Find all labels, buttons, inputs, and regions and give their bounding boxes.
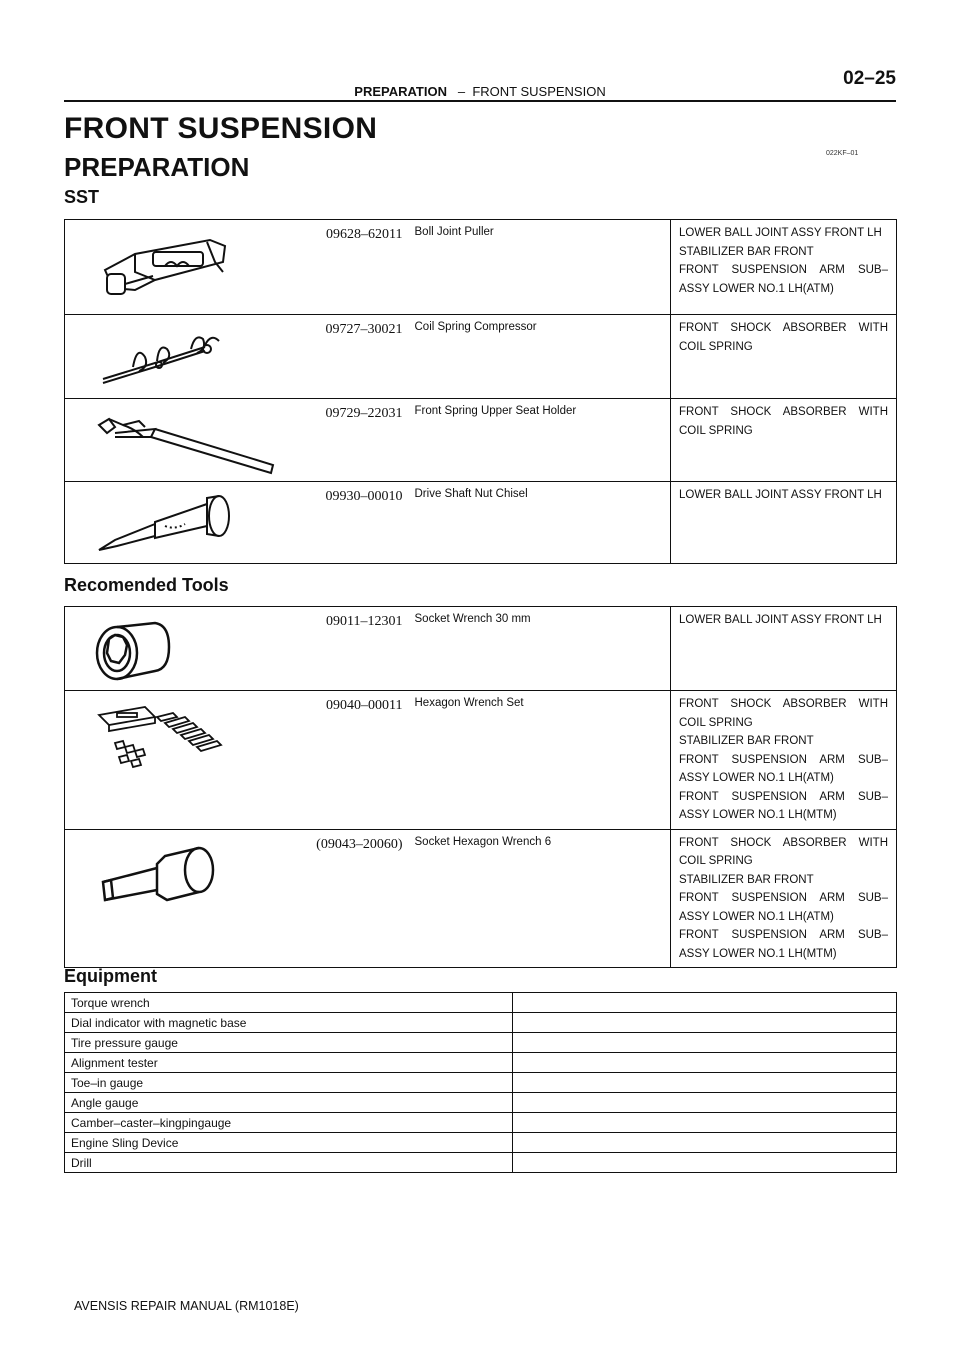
equipment-heading: Equipment [64, 966, 157, 986]
tool-name: Boll Joint Puller [409, 220, 671, 315]
page-header [64, 64, 896, 100]
recommended-row [65, 829, 897, 968]
part-number: 09727–30021 [325, 322, 403, 337]
part-number: 09040–00011 [326, 698, 403, 713]
tool-usage-cell [671, 220, 897, 315]
equipment-row [65, 1133, 897, 1153]
header-section: PREPARATION [354, 84, 447, 99]
equipment-row [65, 1033, 897, 1053]
ball-joint-puller-icon [95, 232, 235, 309]
tool-illustration-cell [65, 315, 409, 399]
equipment-name: Tire pressure gauge [65, 1033, 513, 1053]
tool-usage-cell [671, 829, 897, 968]
equipment-note [513, 1013, 897, 1033]
equipment-name: Angle gauge [65, 1093, 513, 1113]
usage-item: LOWER BALL JOINT ASSY FRONT LH [679, 614, 882, 626]
usage-item: LOWER BALL JOINT ASSY FRONT LH [679, 227, 882, 239]
tool-name: Socket Hexagon Wrench 6 [409, 829, 671, 968]
recommended-table [64, 606, 897, 968]
part-number: 09729–22031 [325, 406, 403, 421]
equipment-note [513, 1033, 897, 1053]
equipment-row [65, 1053, 897, 1073]
tool-usage-cell [671, 399, 897, 482]
tool-usage-cell [671, 607, 897, 691]
page-subtitle: PREPARATION [64, 152, 250, 182]
socket-hexagon-wrench-icon [95, 842, 235, 919]
equipment-name: Toe–in gauge [65, 1073, 513, 1093]
equipment-note [513, 1073, 897, 1093]
equipment-name: Dial indicator with magnetic base [65, 1013, 513, 1033]
tool-name: Coil Spring Compressor [409, 315, 671, 399]
sst-row [65, 220, 897, 315]
header-rule [64, 100, 896, 102]
usage-item: STABILIZER BAR FRONT [679, 245, 814, 258]
equipment-name: Drill [65, 1153, 513, 1173]
tool-illustration-cell [65, 482, 409, 564]
usage-item: STABILIZER BAR FRONT [679, 735, 814, 747]
sst-heading: SST [64, 187, 100, 207]
tool-usage-cell [671, 315, 897, 399]
sst-table [64, 219, 897, 564]
equipment-row [65, 1013, 897, 1033]
header-subsection: FRONT SUSPENSION [472, 84, 606, 99]
page-title: FRONT SUSPENSION [64, 112, 378, 145]
equipment-row [65, 1113, 897, 1133]
usage-item: FRONT SUSPENSION ARM SUB–ASSY LOWER NO.1 LH(MTM) [679, 929, 888, 960]
equipment-table [64, 992, 897, 1173]
part-number: 09011–12301 [326, 614, 403, 629]
tool-usage-cell [671, 482, 897, 564]
usage-item: FRONT SUSPENSION ARM SUB–ASSY LOWER NO.1 LH(ATM) [679, 753, 888, 784]
page-number: 02–25 [843, 68, 896, 89]
tool-illustration-cell [65, 607, 409, 691]
tool-name: Drive Shaft Nut Chisel [409, 482, 671, 564]
recommended-row [65, 691, 897, 830]
equipment-row [65, 1073, 897, 1093]
socket-wrench-icon [95, 619, 175, 688]
tool-name: Front Spring Upper Seat Holder [409, 399, 671, 482]
usage-item: FRONT SHOCK ABSORBER WITH COIL SPRING [679, 406, 888, 437]
equipment-note [513, 1133, 897, 1153]
figure-code: 022KF–01 [826, 150, 859, 157]
usage-item: FRONT SUSPENSION ARM SUB–ASSY LOWER NO.1 LH(ATM) [679, 892, 888, 923]
tool-illustration-cell [65, 220, 409, 315]
page-footer: AVENSIS REPAIR MANUAL (RM1018E) [74, 1299, 299, 1313]
recommended-heading: Recomended Tools [64, 575, 229, 595]
hexagon-wrench-set-icon [95, 703, 235, 778]
usage-item: FRONT SUSPENSION ARM SUB–ASSY LOWER NO.1 LH(ATM) [679, 264, 888, 295]
equipment-row [65, 993, 897, 1013]
equipment-name: Engine Sling Device [65, 1133, 513, 1153]
nut-chisel-icon [95, 494, 245, 565]
usage-item: FRONT SUSPENSION ARM SUB–ASSY LOWER NO.1 LH(MTM) [679, 790, 888, 821]
tool-usage-cell [671, 691, 897, 830]
sst-row [65, 482, 897, 564]
recommended-row [65, 607, 897, 691]
equipment-name: Camber–caster–kingpingauge [65, 1113, 513, 1133]
part-number: 09628–62011 [326, 227, 403, 242]
tool-name: Hexagon Wrench Set [409, 691, 671, 830]
equipment-row [65, 1153, 897, 1173]
equipment-row [65, 1093, 897, 1113]
sst-row [65, 315, 897, 399]
usage-item: FRONT SHOCK ABSORBER WITH COIL SPRING [679, 698, 888, 729]
equipment-note [513, 993, 897, 1013]
tool-name: Socket Wrench 30 mm [409, 607, 671, 691]
spring-seat-holder-icon [95, 411, 305, 480]
coil-spring-compressor-icon [95, 327, 235, 398]
usage-item: FRONT SHOCK ABSORBER WITH COIL SPRING [679, 836, 888, 867]
equipment-note [513, 1153, 897, 1173]
tool-illustration-cell [65, 399, 409, 482]
usage-item: FRONT SHOCK ABSORBER WITH COIL SPRING [679, 322, 888, 353]
sst-row [65, 399, 897, 482]
tool-illustration-cell [65, 829, 409, 968]
header-separator: – [457, 84, 466, 99]
part-number: 09930–00010 [325, 489, 403, 504]
usage-item: STABILIZER BAR FRONT [679, 873, 814, 886]
part-number: (09043–20060) [316, 836, 403, 852]
usage-item: LOWER BALL JOINT ASSY FRONT LH [679, 489, 882, 501]
equipment-note [513, 1113, 897, 1133]
tool-illustration-cell [65, 691, 409, 830]
equipment-note [513, 1053, 897, 1073]
equipment-name: Alignment tester [65, 1053, 513, 1073]
equipment-name: Torque wrench [65, 993, 513, 1013]
equipment-note [513, 1093, 897, 1113]
